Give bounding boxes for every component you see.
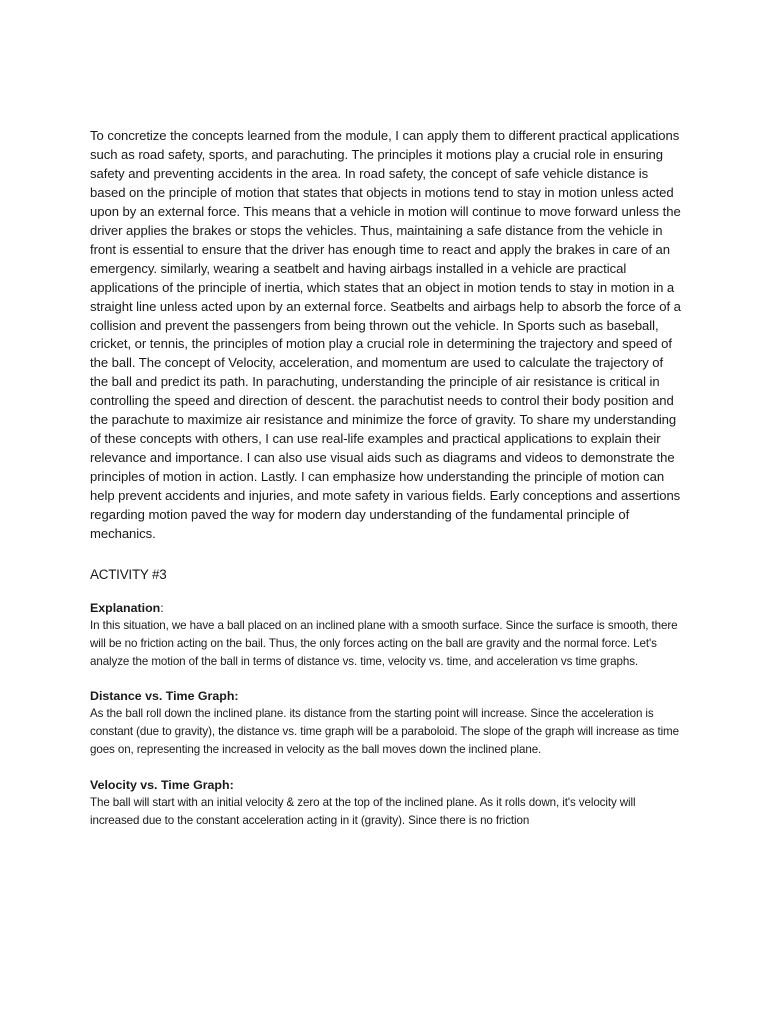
document-page (90, 127, 682, 829)
explanation-title (90, 600, 682, 617)
velocity-time-body: The ball will start with an initial velocity & zero at the top of the inclined plane. As it rolls down, it's velocity will increased due to the constant acceleration acting in it (gravity). Since there is no friction (90, 795, 636, 827)
intro-paragraph: To concretize the concepts learned from the module, I can apply them to different practical applications such as road safety, sports, and parachuting. The principles it motions play a crucial role in ensuring safety and preventing accidents in the area. In road safety, the concept of safe vehicle distance is based on the principle of motion that states that objects in motions tend to stay in motion unless acted upon by an external force. This means that a vehicle in motion will continue to move forward unless the driver applies the brakes or stops the vehicles. Thus, maintaining a safe distance from the vehicle in front is essential to ensure that the driver has enough time to react and apply the brakes in care of an emergency. similarly, wearing a seatbelt and having airbags installed in a vehicle are practical applications of the principle of inertia, which states that an object in motion tends to stay in motion in a straight line unless acted upon by an external force. Seatbelts and airbags help to absorb the force of a collision and prevent the passengers from being thrown out the vehicle. In Sports such as baseball, cricket, or tennis, the principles of motion play a crucial role in determining the trajectory and speed of the ball. The concept of Velocity, acceleration, and momentum are used to calculate the trajectory of the ball and predict its path. In parachuting, understanding the principle of air resistance is critical in controlling the speed and direction of descent. the parachutist needs to control their body position and the parachute to maximize air resistance and minimize the force of gravity. To share my understanding of these concepts with others, I can use real-life examples and practical applications to explain their relevance and importance. I can also use visual aids such as diagrams and videos to demonstrate the principles of motion in action. Lastly. I can emphasize how understanding the principle of motion can help prevent accidents and injuries, and mote safety in various fields. Early conceptions and assertions regarding motion paved the way for modern day understanding of the fundamental principle of mechanics. (90, 128, 681, 542)
explanation-title-text: Explanation (90, 600, 161, 615)
explanation-section (90, 600, 682, 670)
velocity-time-title: Velocity vs. Time Graph: (90, 777, 234, 792)
distance-time-title: Distance vs. Time Graph: (90, 689, 239, 704)
activity-heading: ACTIVITY #3 (90, 566, 167, 582)
distance-time-body: As the ball roll down the inclined plane. its distance from the starting point will increase. Since the acceleration is constant (due to gravity), the distance vs. time graph will be a paraboloid. The slope of the graph will increase as time goes on, representing the increased in velocity as the ball moves down the inclined plane. (90, 707, 679, 756)
velocity-time-section (90, 777, 682, 830)
explanation-body: In this situation, we have a ball placed on an inclined plane with a smooth surface. Since the surface is smooth, there will be no friction acting on the bail. Thus, the only forces acting on the ball are gravity and the normal force. Let's analyze the motion of the ball in terms of distance vs. time, velocity vs. time, and acceleration vs time graphs. (90, 618, 678, 668)
distance-time-section (90, 688, 682, 758)
explanation-title-colon: : (160, 600, 164, 615)
